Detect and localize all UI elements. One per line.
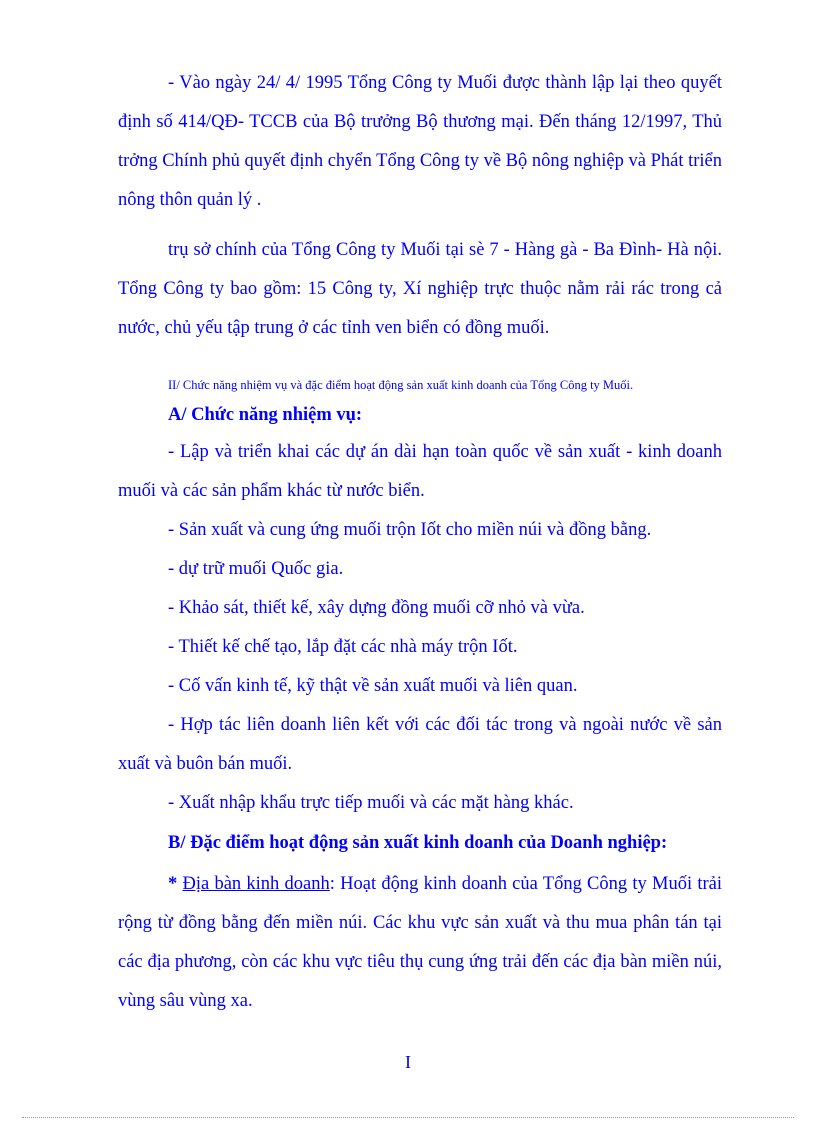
paragraph-establishment: - Vào ngày 24/ 4/ 1995 Tổng Công ty Muối được thành lập lại theo quyết định số 414/QĐ- TCCB của Bộ trưởng Bộ thương mại. Đến tháng 12/1997, Thủ trởng Chính phủ quyết định chyển Tổng Công ty về Bộ nông nghiệp và Phát triển nông thôn quản lý . (118, 73, 722, 210)
label-colon: : (329, 874, 335, 894)
paragraph-business-area (118, 865, 722, 1021)
task-item: - Xuất nhập khẩu trực tiếp muối và các mặt hàng khác. (168, 793, 574, 813)
bullet-marker: * (168, 874, 183, 894)
paragraph-headquarters: trụ sở chính của Tổng Công ty Muối tại sè 7 - Hàng gà - Ba Đình- Hà nội. Tổng Công ty bao gồm: 15 Công ty, Xí nghiệp trực thuộc nằm rải rác trong cả nước, chủ yếu tập trung ở các tỉnh ven biển có đồng muối. (118, 240, 722, 338)
task-item: - Lập và triển khai các dự án dài hạn toàn quốc về sản xuất - kinh doanh muối và các sản phẩm khác từ nước biển. (118, 442, 722, 501)
document-page (118, 64, 722, 1021)
business-area-text: Hoạt động kinh doanh của Tổng Công ty Muối trải rộng từ đồng bằng đến miền núi. Các khu vực sản xuất và thu mua phân tán tại các địa phương, còn các khu vực tiêu thụ cung ứng trải đến các địa bàn miền núi, vùng sâu vùng xa. (118, 874, 723, 1011)
page-bottom-divider (22, 1117, 794, 1118)
task-item: - Thiết kế chế tạo, lắp đặt các nhà máy trộn Iốt. (168, 637, 518, 657)
task-item: - Khảo sát, thiết kế, xây dựng đồng muối cỡ nhỏ và vừa. (168, 598, 585, 618)
task-item: - Sản xuất và cung ứng muối trộn Iốt cho miền núi và đồng bằng. (168, 520, 652, 540)
task-item: - dự trữ muối Quốc gia. (168, 559, 344, 579)
heading-business-characteristics: B/ Đặc điểm hoạt động sản xuất kinh doanh của Doanh nghiệp: (168, 833, 668, 853)
task-item: - Hợp tác liên doanh liên kết với các đối tác trong và ngoài nước về sản xuất và buôn bán muối. (118, 715, 722, 774)
spacer (118, 220, 722, 231)
page-number: I (405, 1052, 411, 1072)
section-heading-functions: II/ Chức năng nhiệm vụ và đặc điểm hoạt động sản xuất kinh doanh của Tổng Công ty Muối. (168, 378, 634, 392)
task-item: - Cố vấn kinh tế, kỹ thật về sản xuất muối và liên quan. (168, 676, 578, 696)
heading-functions-tasks: A/ Chức năng nhiệm vụ: (168, 405, 363, 425)
business-area-label: Địa bàn kinh doanh (182, 874, 330, 894)
